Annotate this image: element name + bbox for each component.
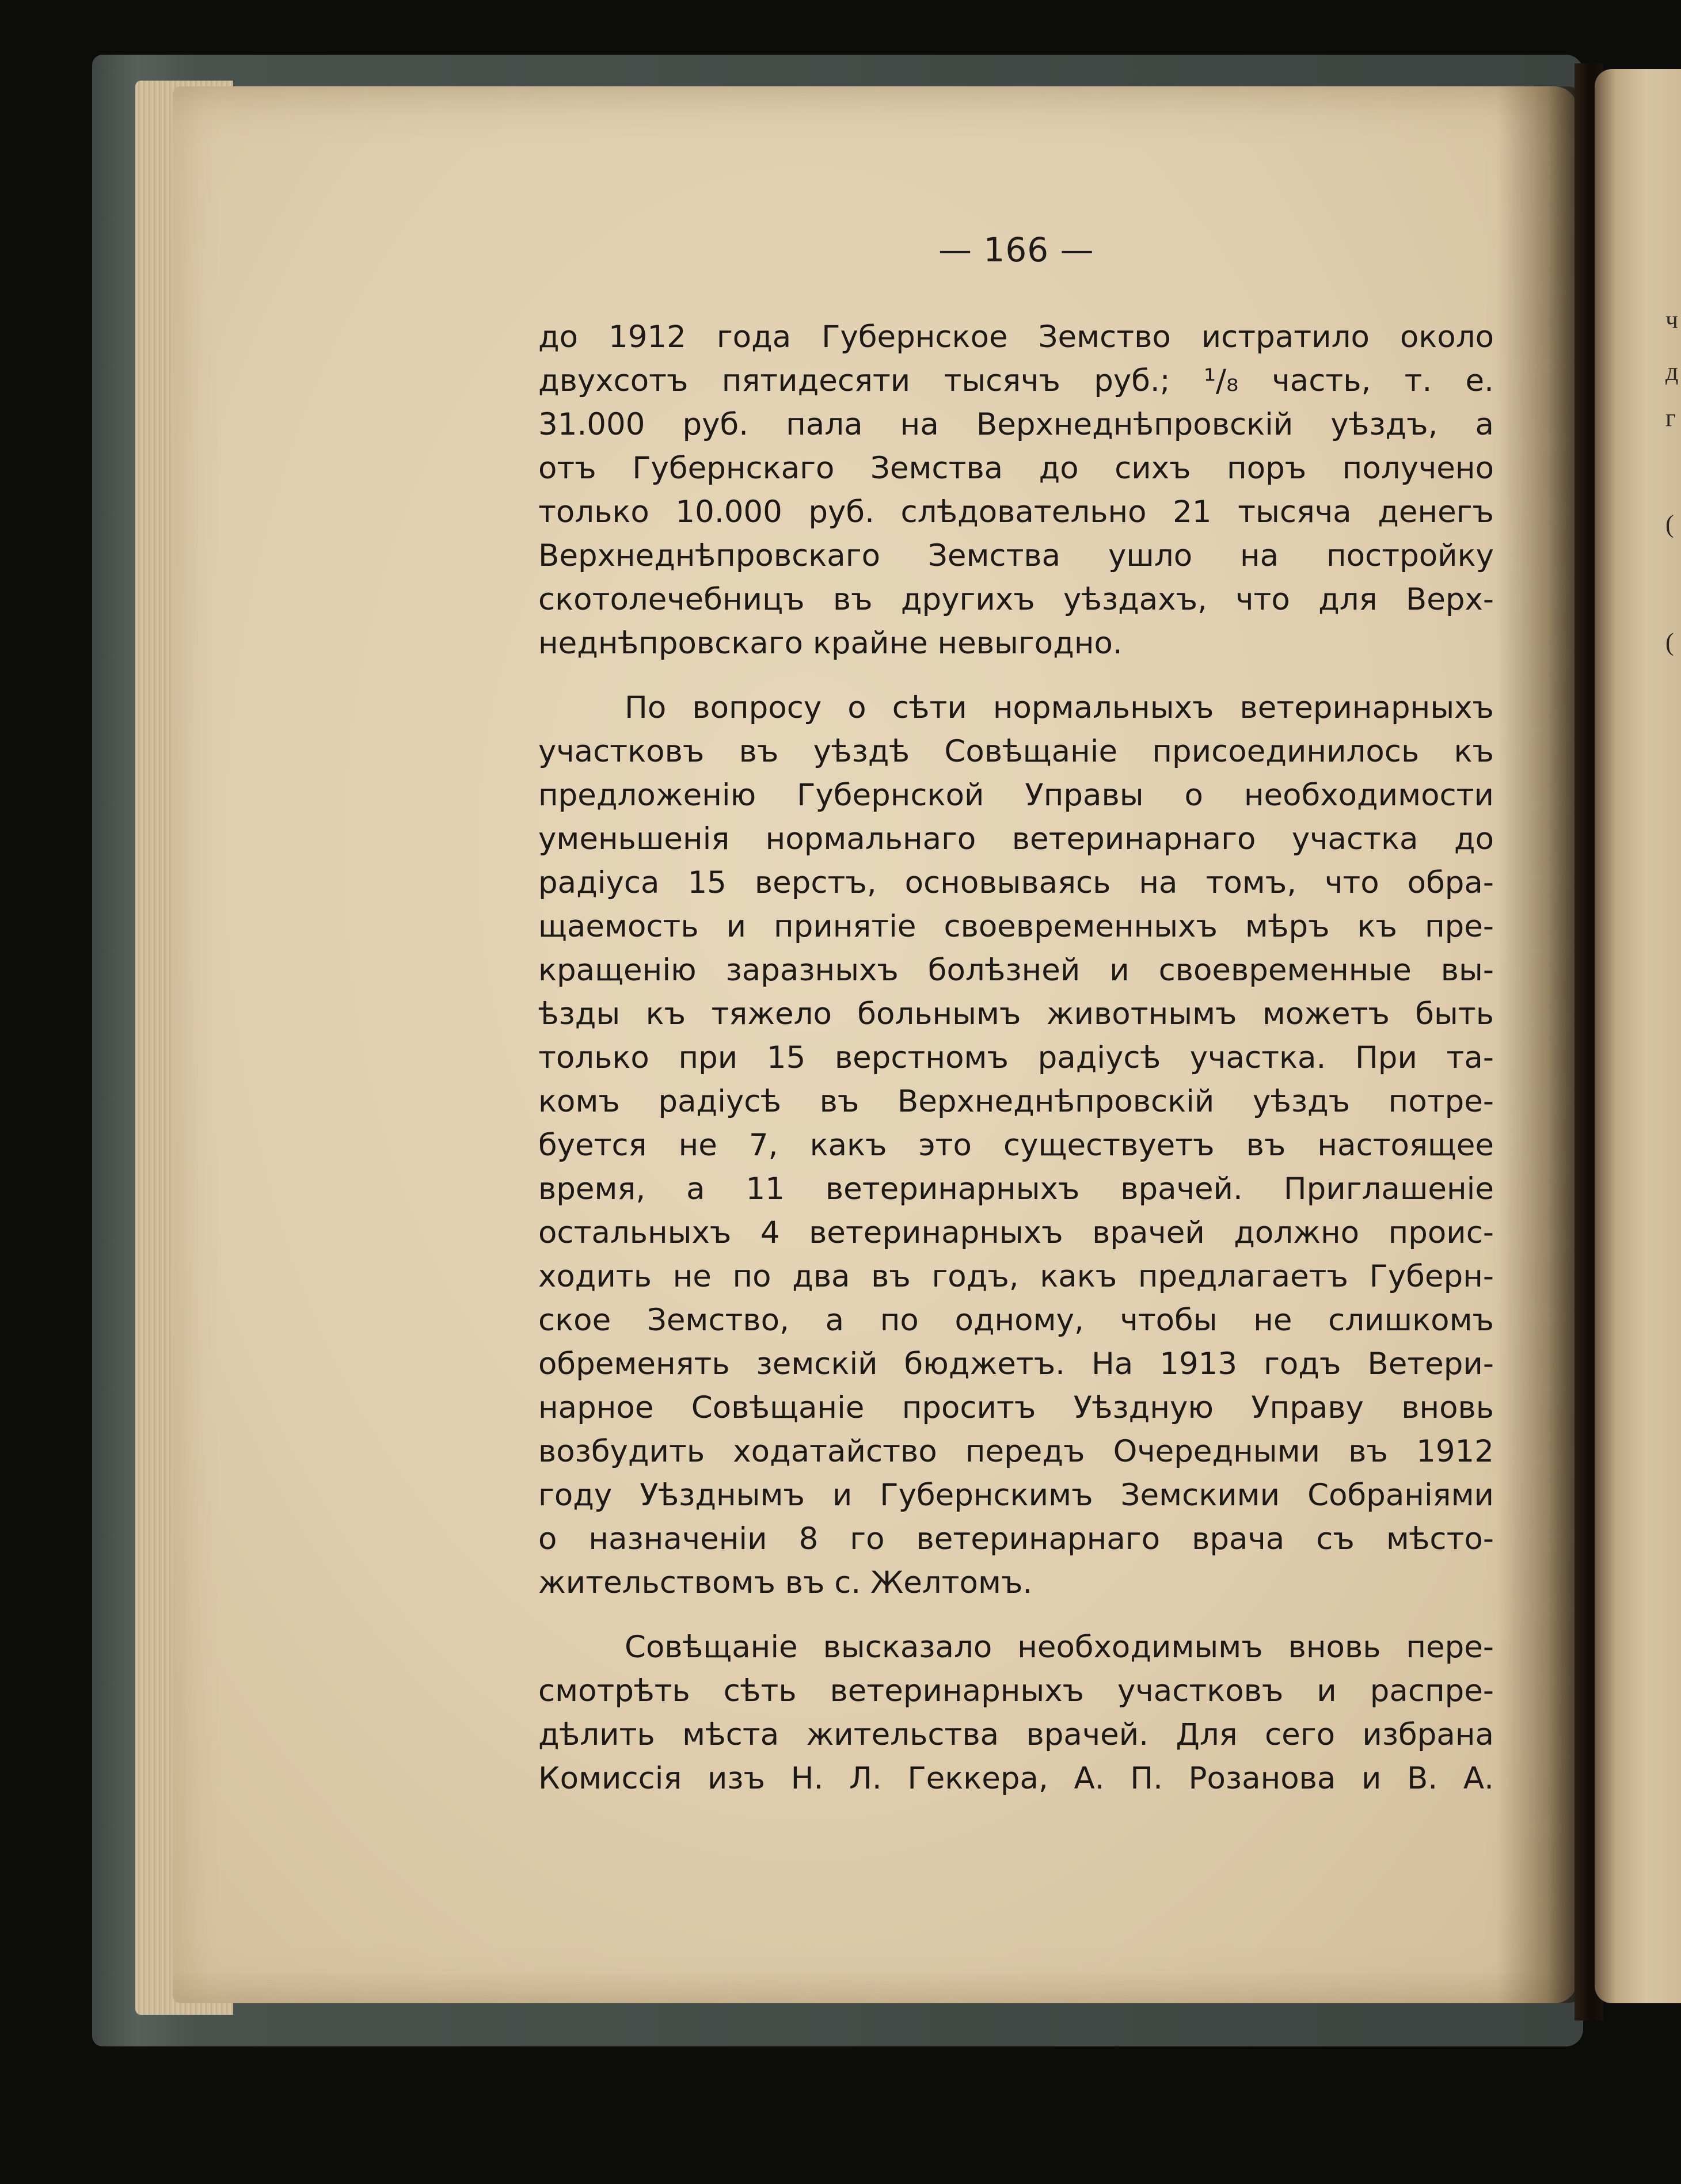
text-line: участковъ въ уѣздѣ Совѣщаніе присоединилось къ <box>538 734 1494 769</box>
text-line: двухсотъ пятидесяти тысячъ руб.; ¹/₈ часть, т. е. <box>538 363 1494 398</box>
text-line: уменьшенія нормальнаго ветеринарнаго участка до <box>538 821 1494 857</box>
text-line: По вопросу о сѣти нормальныхъ ветеринарныхъ <box>625 690 1494 725</box>
text-line: предложенію Губернской Управы о необходимости <box>538 778 1494 813</box>
facing-page-fragment: ( <box>1665 628 1674 656</box>
page-number: — 166 — <box>938 230 1094 269</box>
text-line: только 10.000 руб. слѣдовательно 21 тысяча денегъ <box>538 494 1494 530</box>
paragraph <box>538 686 1494 1605</box>
text-line: ское Земство, а по одному, чтобы не слишкомъ <box>538 1303 1494 1338</box>
text-line: возбудить ходатайство передъ Очередными въ 1912 <box>538 1434 1494 1469</box>
text-line: Совѣщаніе высказало необходимымъ вновь пере- <box>625 1630 1494 1665</box>
facing-page-fragment: г <box>1665 404 1676 432</box>
facing-page-fragment: ч <box>1665 306 1679 334</box>
text-line: остальныхъ 4 ветеринарныхъ врачей должно проис- <box>538 1215 1494 1250</box>
text-line: 31.000 руб. пала на Верхнеднѣпровскій уѣздъ, а <box>538 407 1494 442</box>
facing-page-fragment: д <box>1665 357 1679 386</box>
text-line: только при 15 верстномъ радіусѣ участка. При та- <box>538 1040 1494 1075</box>
paragraph <box>538 1626 1494 1801</box>
facing-page-fragment: ( <box>1665 510 1674 538</box>
text-line: жительствомъ въ с. Желтомъ. <box>538 1565 1033 1600</box>
text-line: дѣлить мѣста жительства врачей. Для сего избрана <box>538 1717 1494 1752</box>
text-line: смотрѣть сѣть ветеринарныхъ участковъ и распре- <box>538 1673 1494 1709</box>
text-line: до 1912 года Губернское Земство истратило около <box>538 319 1494 355</box>
text-line: нарное Совѣщаніе проситъ Уѣздную Управу вновь <box>538 1390 1494 1425</box>
text-line: Верхнеднѣпровскаго Земства ушло на постройку <box>538 538 1494 573</box>
text-line: году Уѣзднымъ и Губернскимъ Земскими Собраніями <box>538 1478 1494 1513</box>
text-line: время, а 11 ветеринарныхъ врачей. Приглашеніе <box>538 1171 1494 1207</box>
text-line: Комиссія изъ Н. Л. Геккера, А. П. Розанова и В. А. <box>538 1761 1494 1796</box>
text-line: буется не 7, какъ это существуетъ въ настоящее <box>538 1128 1494 1163</box>
page-text <box>538 315 1494 1801</box>
text-line: неднѣпровскаго крайне невыгодно. <box>538 626 1123 661</box>
text-line: о назначеніи 8 го ветеринарнаго врача съ мѣсто- <box>538 1521 1494 1557</box>
text-line: ѣзды къ тяжело больнымъ животнымъ можетъ быть <box>538 996 1494 1032</box>
text-line: кращенію заразныхъ болѣзней и своевременные вы- <box>538 953 1494 988</box>
text-line: щаемость и принятіе своевременныхъ мѣръ къ пре- <box>538 909 1494 944</box>
paragraph <box>538 315 1494 665</box>
text-line: отъ Губернскаго Земства до сихъ поръ получено <box>538 451 1494 486</box>
text-line: радіуса 15 верстъ, основываясь на томъ, что обра- <box>538 865 1494 900</box>
text-line: комъ радіусѣ въ Верхнеднѣпровскій уѣздъ потре- <box>538 1084 1494 1119</box>
text-line: обременять земскій бюджетъ. На 1913 годъ Ветери- <box>538 1346 1494 1382</box>
text-line: скотолечебницъ въ другихъ уѣздахъ, что для Верх- <box>538 582 1494 617</box>
text-line: ходить не по два въ годъ, какъ предлагаетъ Губерн- <box>538 1259 1494 1294</box>
